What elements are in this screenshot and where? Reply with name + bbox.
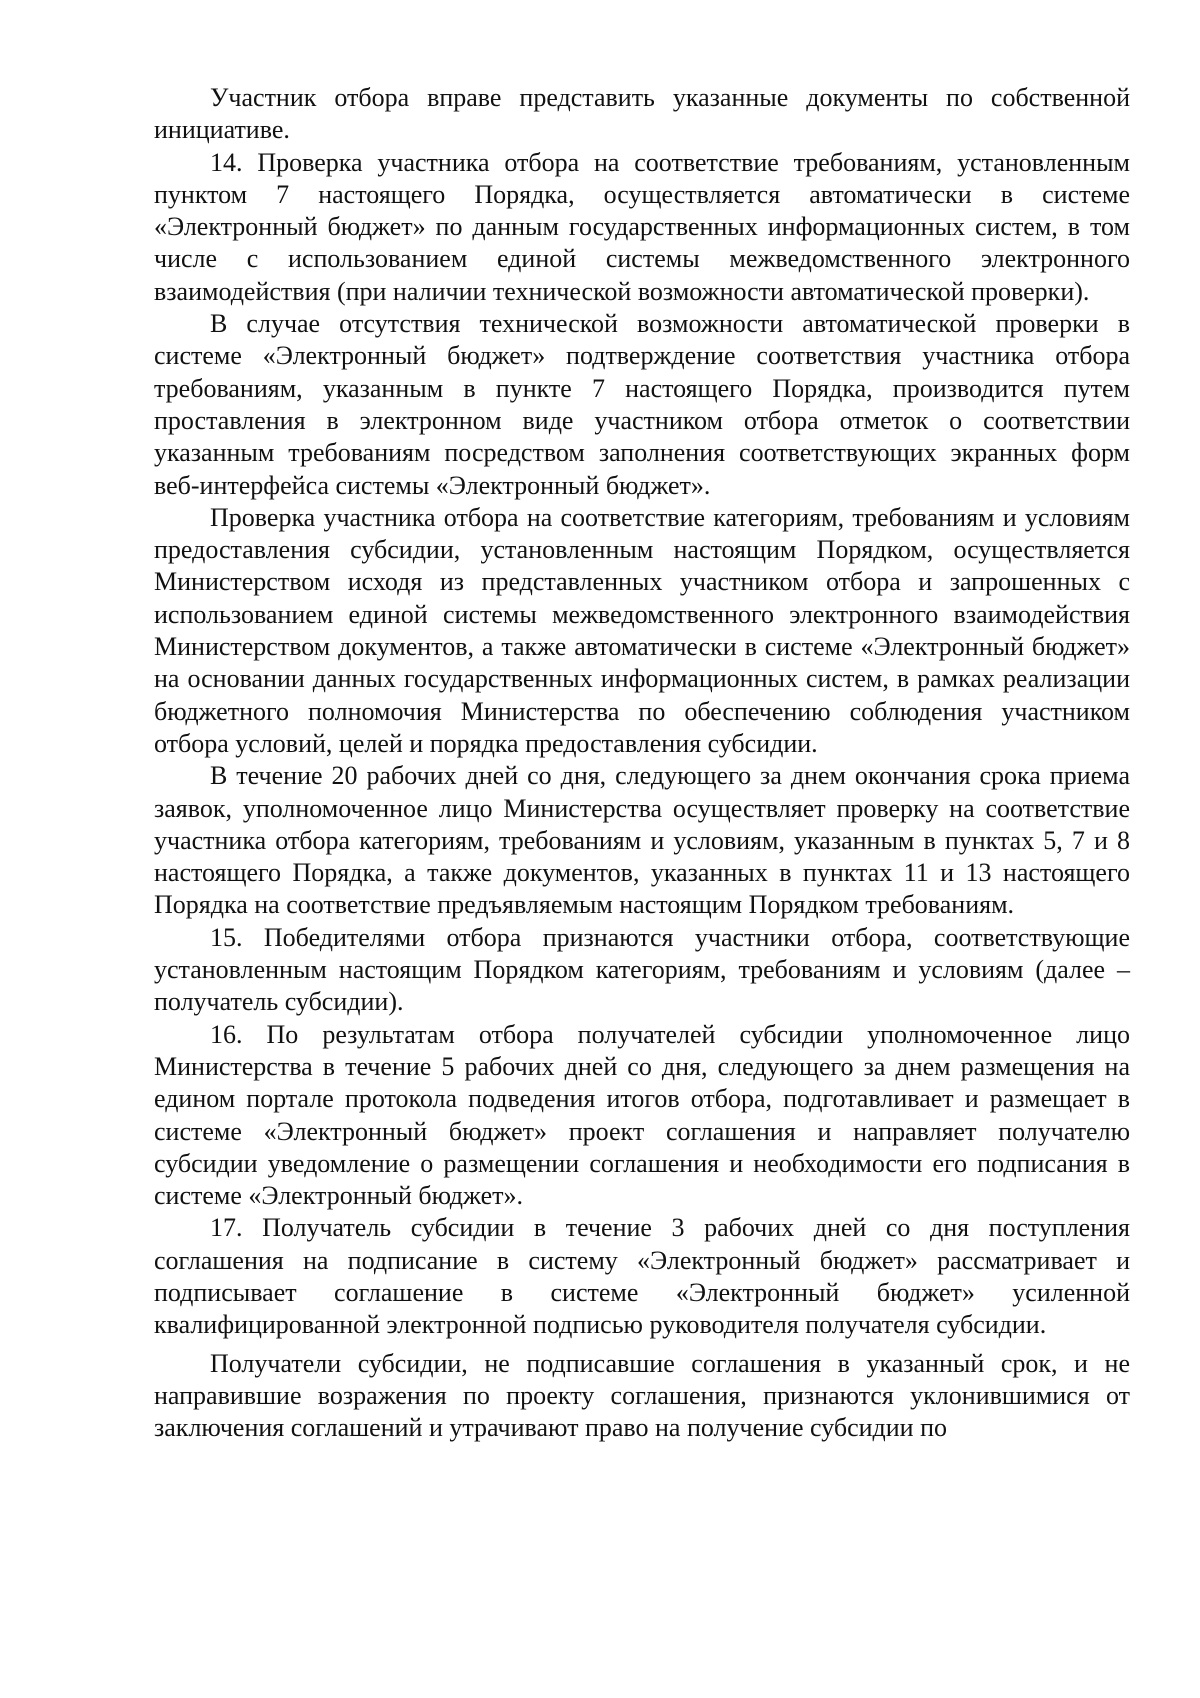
paragraph-evading-recipients: Получатели субсидии, не подписавшие соглашения в указанный срок, и не направившие возражения по проекту соглашения, признаются уклонившимися от заключения соглашений и утрачивают право на получение субсидии по [154, 1348, 1130, 1443]
paragraph-clause-16: 16. По результатам отбора получателей субсидии уполномоченное лицо Министерства в течение 5 рабочих дней со дня, следующего за днем размещения на едином портале протокола подведения итогов отбора, подготавливает и размещает в системе «Электронный бюджет» проект соглашения и направляет получателю субсидии уведомление о размещении соглашения и необходимости его подписания в системе «Электронный бюджет». [154, 1019, 1130, 1211]
paragraph-clause-17: 17. Получатель субсидии в течение 3 рабочих дней со дня поступления соглашения на подписание в систему «Электронный бюджет» рассматривает и подписывает соглашение в системе «Электронный бюджет» усиленной квалифицированной электронной подписью руководителя получателя субсидии. [154, 1213, 1130, 1340]
paragraph-participant-initiative: Участник отбора вправе представить указанные документы по собственной инициативе. [154, 83, 1130, 145]
paragraph-ministry-check: Проверка участника отбора на соответствие категориям, требованиям и условиям предоставления субсидии, установленным настоящим Порядком, осуществляется Министерством исходя из представленных участником отбора и запрошенных с использованием единой системы межведомственного электронного взаимодействия Министерством документов, а также автоматически в системе «Электронный бюджет» на основании данных государственных информационных систем, в рамках реализации бюджетного полномочия Министерства по обеспечению соблюдения участником отбора условий, целей и порядка предоставления субсидии. [154, 502, 1130, 758]
paragraph-no-technical-possibility: В случае отсутствия технической возможности автоматической проверки в системе «Электронный бюджет» подтверждение соответствия участника отбора требованиям, указанным в пункте 7 настоящего Порядка, производится путем проставления в электронном виде участником отбора отметок о соответствии указанным требованиям посредством заполнения соответствующих экранных форм веб-интерфейса системы «Электронный бюджет». [154, 309, 1130, 500]
paragraph-clause-15: 15. Победителями отбора признаются участники отбора, соответствующие установленным настоящим Порядком категориям, требованиям и условиям (далее – получатель субсидии). [154, 922, 1130, 1017]
document-body [154, 82, 1130, 1444]
paragraph-clause-14: 14. Проверка участника отбора на соответствие требованиям, установленным пунктом 7 настоящего Порядка, осуществляется автоматически в системе «Электронный бюджет» по данным государственных информационных систем, в том числе с использованием единой системы межведомственного электронного взаимодействия (при наличии технической возможности автоматической проверки). [154, 147, 1130, 306]
paragraph-20-working-days: В течение 20 рабочих дней со дня, следующего за днем окончания срока приема заявок, уполномоченное лицо Министерства осуществляет проверку на соответствие участника отбора категориям, требованиям и условиям, указанным в пунктах 5, 7 и 8 настоящего Порядка, а также документов, указанных в пунктах 11 и 13 настоящего Порядка на соответствие предъявляемым настоящим Порядком требованиям. [154, 761, 1130, 920]
